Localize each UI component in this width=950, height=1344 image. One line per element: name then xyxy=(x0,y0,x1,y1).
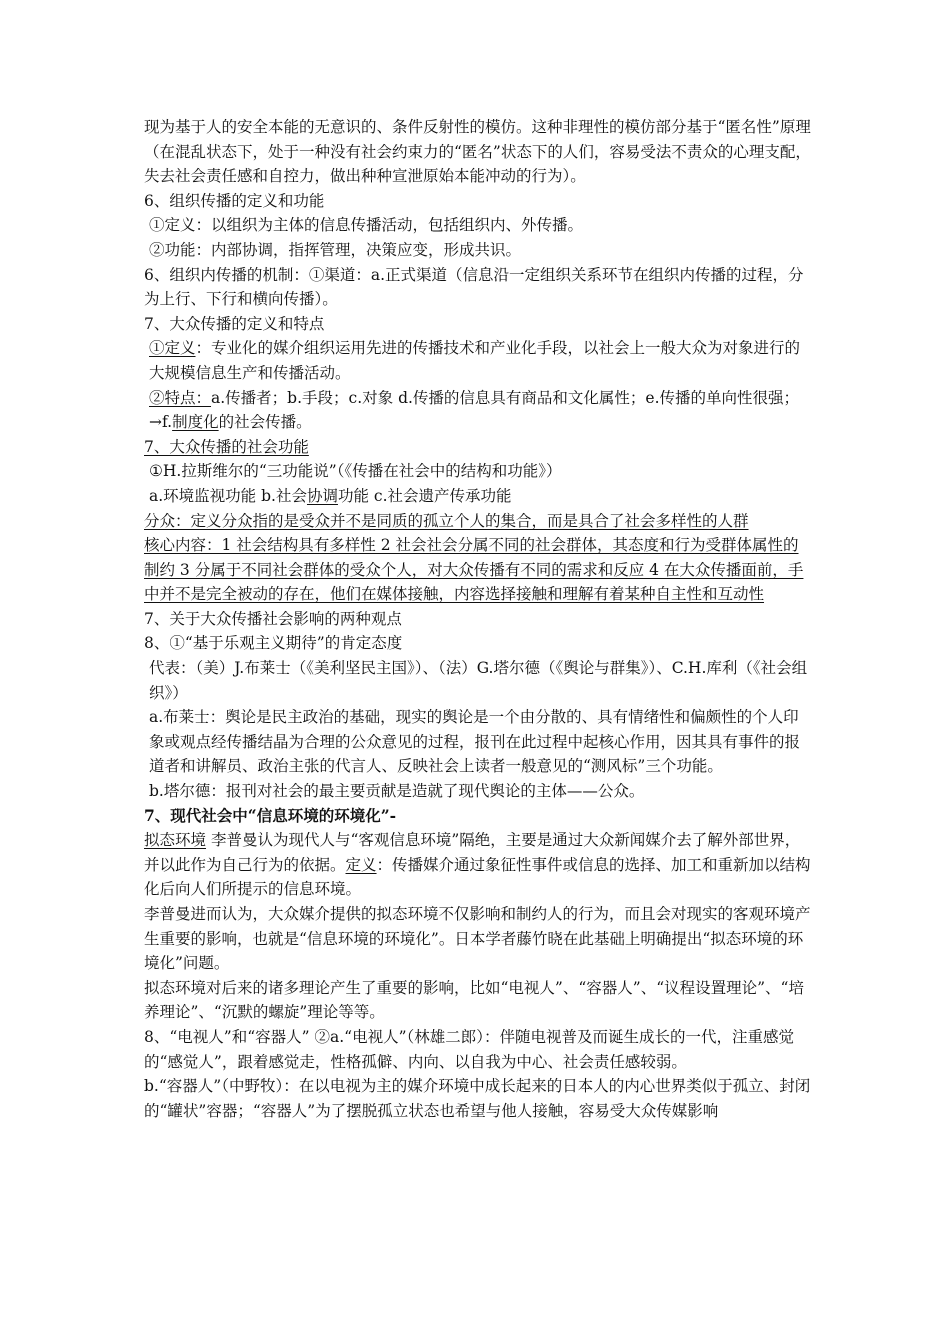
paragraph xyxy=(144,336,812,385)
paragraph xyxy=(144,828,812,902)
paragraph: ①定义：以组织为主体的信息传播活动，包括组织内、外传播。 xyxy=(149,216,584,235)
paragraph xyxy=(144,1025,812,1074)
section-heading: 6、组织传播的定义和功能 xyxy=(144,191,325,210)
section-heading: 7、现代社会中“信息环境的环境化”- xyxy=(144,805,397,825)
section-heading: 7、关于大众传播社会影响的两种观点 xyxy=(144,609,402,628)
underlined-term: 拟态环境 xyxy=(144,831,207,850)
paragraph: ②功能：内部协调，指挥管理，决策应变，形成共识。 xyxy=(149,240,522,259)
paragraph xyxy=(144,484,812,509)
text-run: 8、“电视人”和“容器人” xyxy=(144,1027,310,1046)
paragraph: 6、组织内传播的机制：①渠道：a.正式渠道（信息沿一定组织关系环节在组织内传播的过程，分为上行、下行和横向传播）。 xyxy=(144,265,804,309)
paragraph: a.布莱士：舆论是民主政治的基础，现实的舆论是一个由分散的、具有情绪性和偏颇性的个人印象或观点经传播结晶为合理的公众意见的过程，报刊在此过程中起核心作用，因其具有事件的报道者和讲解员、政治主张的代言人、反映社会上读者一般意见的“测风标”三个功能。 xyxy=(149,708,801,776)
text-run: ②a.“电视人”（林雄二郎）：伴随电视普及而诞生成长的一代，注重感觉的“感觉人”，跟着感觉走，性格孤僻、内向、以自我为中心、社会责任感较弱。 xyxy=(144,1027,795,1071)
paragraph-underlined: 分众：定义分众指的是受众并不是同质的孤立个人的集合，而是具合了社会多样性的人群 xyxy=(144,511,749,530)
paragraph: b.“容器人”（中野牧）：在以电视为主的媒介环境中成长起来的日本人的内心世界类似于孤立、封闭的“罐状”容器；“容器人”为了摆脱孤立状态也希望与他人接触，容易受大众传媒影响 xyxy=(144,1077,811,1120)
text-run: a.传播者；b.手段；c.对象 d.传播的信息具有商品和文化属性；e.传播的单向性很强；→f. xyxy=(149,388,800,432)
section-heading: 8、①“基于乐观主义期待”的肯定态度 xyxy=(144,634,403,653)
paragraph: 代表：（美）J.布莱士（《美利坚民主国》）、（法）G.塔尔德（《舆论与群集》）、C.H.库利（《社会组织》） xyxy=(149,659,808,702)
paragraph: 现为基于人的安全本能的无意识的、条件反射性的模仿。这种非理性的模仿部分基于“匿名性”原理（在混乱状态下，处于一种没有社会约束力的“匿名”状态下的人们，容易受法不责众的心理支配，失去社会责任感和自控力，做出种种宣泄原始本能冲动的行为）。 xyxy=(144,118,811,186)
underlined-term: 协调 xyxy=(306,486,338,505)
text-run: 李普曼认为现代人与“客观信息环境”隔绝，主要是通过大众新闻媒介去了解外部世界，并以此作为自己行为的依据。 xyxy=(144,831,801,874)
text-run: 的社会传播。 xyxy=(218,413,312,432)
underlined-term: 制度化 xyxy=(172,413,219,432)
text-run: a.环境监视功能 b.社会 xyxy=(149,486,307,505)
text-run: ：传播媒介通过象征性事件或信息的选择、加工和重新加以结构化后向人们所提示的信息环境。 xyxy=(144,855,811,899)
section-heading: 7、大众传播的社会功能 xyxy=(144,437,309,456)
paragraph: b.塔尔德：报刊对社会的最主要贡献是造就了现代舆论的主体——公众。 xyxy=(149,782,645,801)
paragraph: 拟态环境对后来的诸多理论产生了重要的影响，比如“电视人”、“容器人”、“议程设置理论”、“培养理论”、“沉默的螺旋”理论等等。 xyxy=(144,978,804,1022)
section-heading: 7、大众传播的定义和特点 xyxy=(144,314,325,333)
underlined-term: ①定义 xyxy=(149,339,196,358)
text-run: 功能 c.社会遗产传承功能 xyxy=(337,486,512,505)
underlined-term: ②特点： xyxy=(149,388,212,407)
text-run: ：专业化的媒介组织运用先进的传播技术和产业化手段，以社会上一般大众为对象进行的大规模信息生产和传播活动。 xyxy=(149,339,801,382)
document-page xyxy=(144,115,812,1123)
paragraph: 李普曼进而认为，大众媒介提供的拟态环境不仅影响和制约人的行为，而且会对现实的客观环境产生重要的影响，也就是“信息环境的环境化”。日本学者藤竹晓在此基础上明确提出“拟态环境的环境化”问题。 xyxy=(144,905,811,973)
paragraph xyxy=(144,386,812,435)
paragraph: ①H.拉斯维尔的“三功能说”（《传播在社会中的结构和功能》） xyxy=(149,462,562,481)
underlined-term: 定义 xyxy=(345,855,377,874)
paragraph-underlined: 核心内容：1 社会结构具有多样性 2 社会社会分属不同的社会群体，其态度和行为受群体属性的制约 3 分属于不同社会群体的受众个人，对大众传播有不同的需求和反应 4 在大众传播面前，手中并不是完全被动的存在，他们在媒体接触，内容选择接触和理解有着某种自主性和互动性 xyxy=(144,536,804,604)
